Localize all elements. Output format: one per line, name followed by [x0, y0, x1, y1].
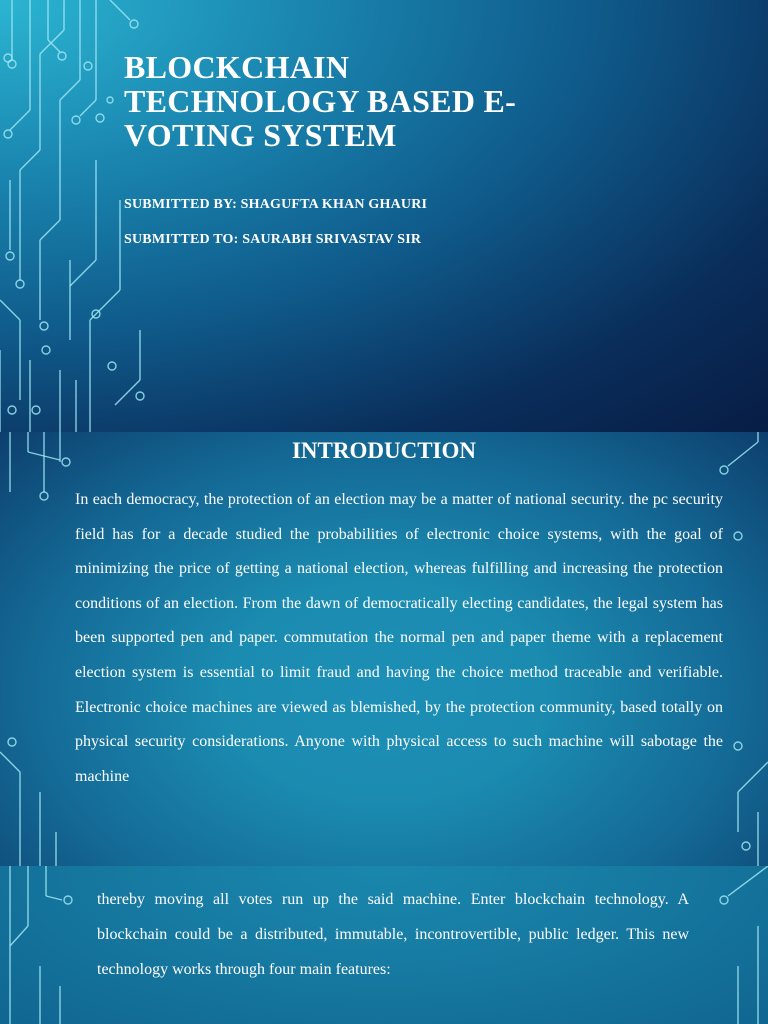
circuit-left-bottom-decoration-icon	[0, 866, 80, 1024]
page-title: BLOCKCHAIN TECHNOLOGY BASED E-VOTING SYSTEM	[124, 49, 517, 153]
introduction-slide	[0, 432, 768, 866]
circuit-right-bottom-decoration-icon	[698, 866, 768, 1024]
continuation-slide	[0, 866, 768, 1024]
continuation-paragraph: thereby moving all votes run up the said machine. Enter blockchain technology. A blockchain could be a distributed, immutable, incontrovertible, public ledger. This new technology works through four main features:	[97, 891, 689, 978]
submitted-to-label: SUBMITTED TO: SAURABH SRIVASTAV SIR	[124, 232, 422, 247]
title-slide	[0, 0, 768, 432]
circuit-left-decoration-icon	[0, 432, 80, 866]
submitted-by-label: SUBMITTED BY: SHAGUFTA KHAN GHAURI	[124, 197, 428, 212]
introduction-paragraph: In each democracy, the protection of an election may be a matter of national security. the pc security field has for a decade studied the probabilities of electronic choice systems, with the goal of minimizing the price of getting a national election, whereas fulfilling and increasing the protection conditions of an election. From the dawn of democratically electing candidates, the legal system has been supported pen and paper. commutation the normal pen and paper theme with a replacement election system is essential to limit fraud and having the choice method traceable and verifiable. Electronic choice machines are viewed as blemished, by the protection community, based totally on physical security considerations. Anyone with physical access to such machine will sabotage the machine	[75, 491, 723, 785]
section-heading: INTRODUCTION	[291, 438, 477, 463]
